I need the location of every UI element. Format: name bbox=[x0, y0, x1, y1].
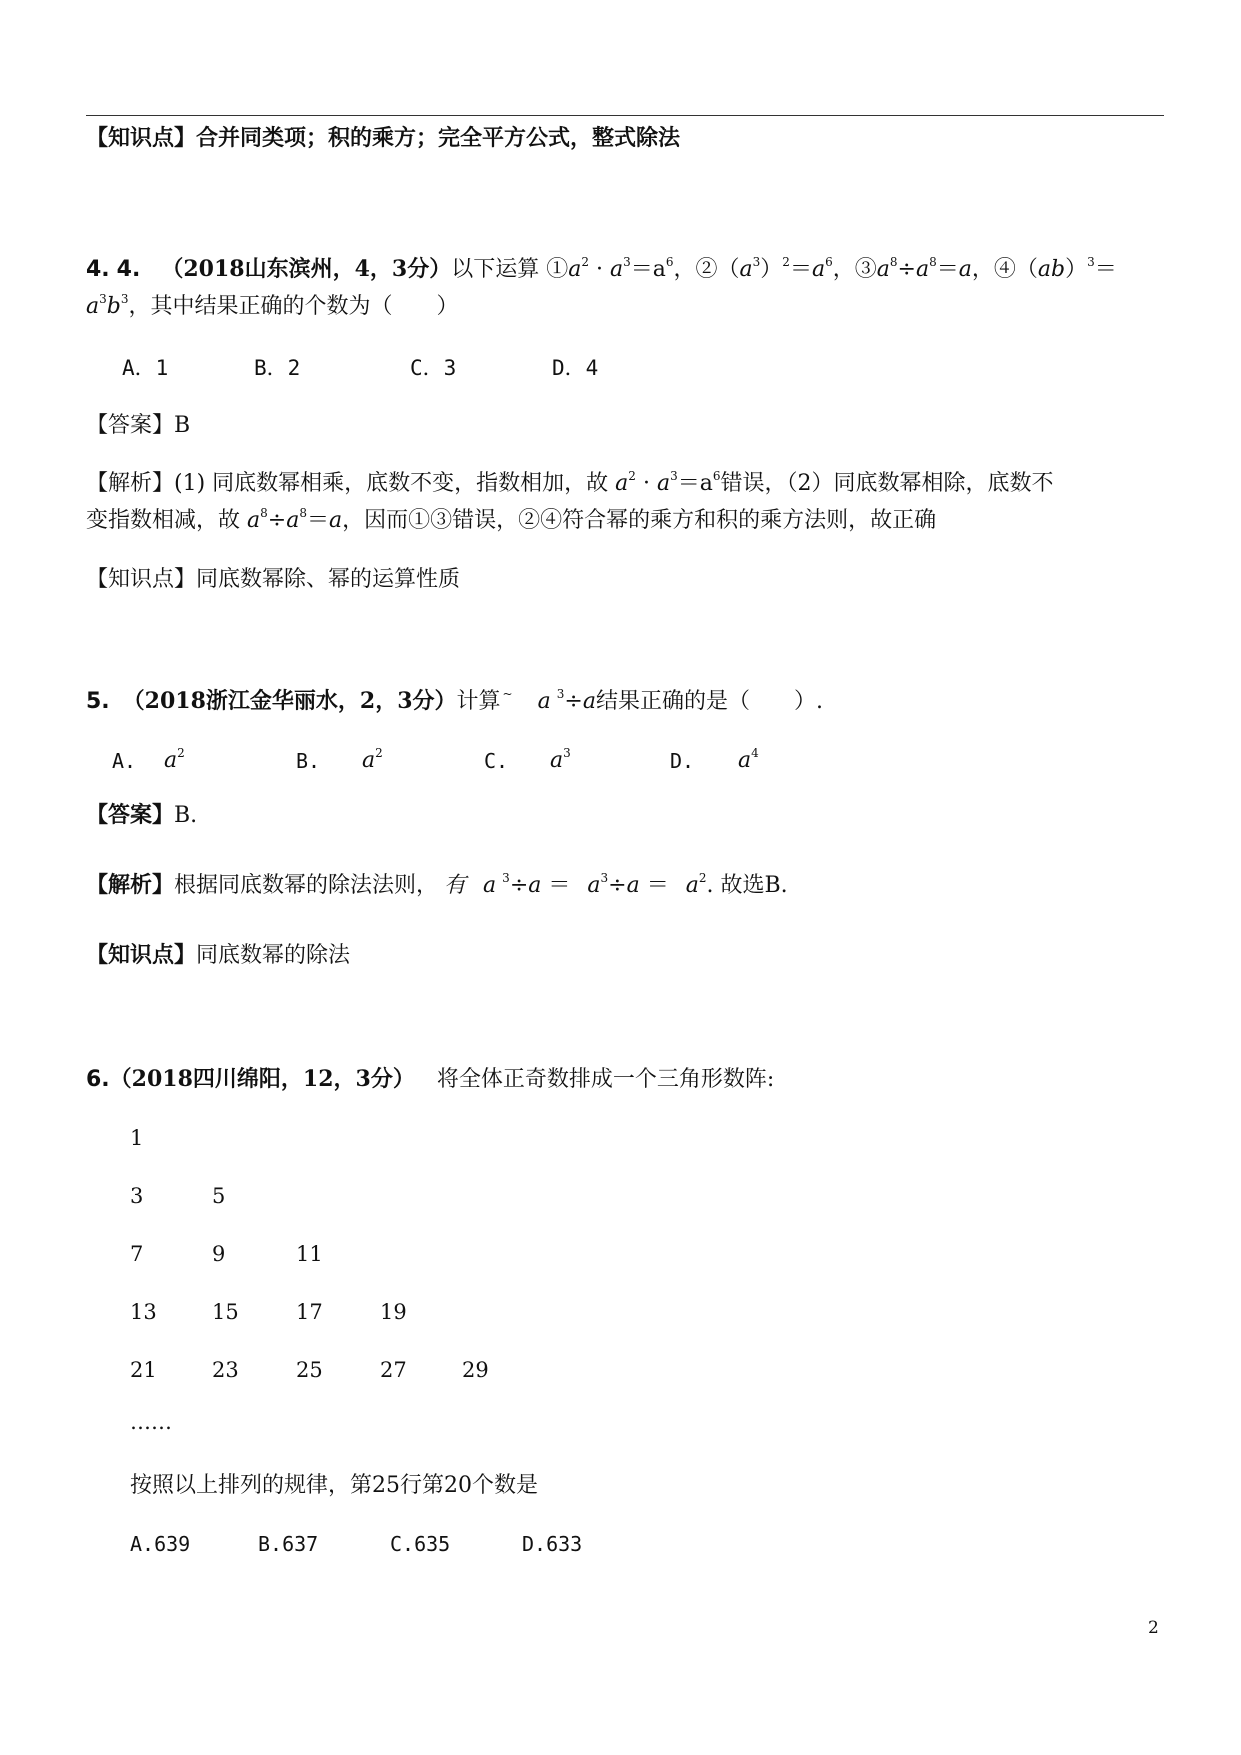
q5-number: 5. bbox=[86, 689, 110, 714]
kp-tag: 【知识点】 bbox=[86, 943, 197, 968]
q5-option-d-value: $a^4$ bbox=[738, 746, 759, 773]
page-number: 2 bbox=[1148, 1618, 1159, 1638]
q6-option-d: D.633 bbox=[522, 1532, 583, 1556]
q5-source: （2018浙江金华丽水，2，3分） bbox=[122, 688, 457, 714]
q5-option-a: A. bbox=[112, 749, 137, 773]
q6-option-b: B.637 bbox=[258, 1532, 319, 1556]
q4-option-c: C．3 bbox=[410, 356, 457, 380]
array-cell: 27 bbox=[380, 1358, 407, 1382]
q4-stem-line1: 4. 4. （2018山东滨州，4，3分）以下运算 $①a^2 \cdot a^3=a^6$，$②(a^3)^2=a^6$，$③a^8\div a^8=a$，④（ab）$^3$＝ bbox=[86, 255, 1117, 282]
analysis-tag: 【解析】 bbox=[86, 873, 175, 898]
q5-option-b-value: $a^2$ bbox=[362, 746, 383, 773]
q4-answer: B bbox=[174, 413, 191, 438]
q6-question: 按照以上排列的规律，第25行第20个数是 bbox=[130, 1473, 538, 1498]
q4-number: 4. bbox=[86, 257, 110, 282]
array-cell: 3 bbox=[130, 1184, 144, 1208]
q4-analysis-line2: 变指数相减，故 $a^8\div a^8=a$，因而①③错误，②④符合幂的乘方和积的乘方法则，故正确 bbox=[86, 506, 937, 533]
array-cell: 13 bbox=[130, 1300, 157, 1324]
kp-tag: 【知识点】 bbox=[86, 126, 197, 151]
q6-source: （2018四川绵阳，12，3分） bbox=[109, 1066, 415, 1092]
q6-option-c: C.635 bbox=[390, 1532, 451, 1556]
q4-stem-a: 以下运算 ① bbox=[451, 257, 569, 282]
q6-option-a: A.639 bbox=[130, 1532, 191, 1556]
array-cell: 17 bbox=[296, 1300, 323, 1324]
array-cell: 23 bbox=[212, 1358, 239, 1382]
q4-answer-line bbox=[86, 411, 190, 441]
knowledge-point-line bbox=[86, 124, 680, 154]
array-cell: 11 bbox=[296, 1242, 323, 1266]
kp-tag: 【知识点】 bbox=[86, 567, 197, 592]
q4-option-a: A．1 bbox=[122, 356, 169, 380]
array-cell: 5 bbox=[212, 1184, 226, 1208]
q5-stem: 5. （2018浙江金华丽水，2，3分）计算 ~ a $^3$÷a结果正确的是（ ）. bbox=[86, 687, 823, 714]
q4-number-2: 4. bbox=[116, 257, 141, 282]
q6-number: 6. bbox=[86, 1067, 110, 1092]
array-cell: 7 bbox=[130, 1242, 144, 1266]
q5-option-b: B. bbox=[296, 749, 321, 773]
q4-option-b: B．2 bbox=[254, 356, 301, 380]
q5-option-a-value: $a^2$ bbox=[164, 746, 185, 773]
array-cell: 15 bbox=[212, 1300, 239, 1324]
q5-option-c-value: $a^3$ bbox=[550, 746, 571, 773]
header-rule bbox=[86, 115, 1164, 116]
q5-answer-line bbox=[86, 801, 197, 831]
q5-analysis-line: 【解析】根据同底数幂的除法法则， 有 a $^3\div a = a^3\div a = a^2$. 故选B. bbox=[86, 871, 788, 898]
q5-knowledge-point: 【知识点】同底数幂的除法 bbox=[86, 943, 351, 968]
q5-option-d: D. bbox=[670, 749, 695, 773]
answer-tag: 【答案】 bbox=[86, 803, 175, 828]
q4-knowledge-point: 【知识点】同底数幂除、幂的运算性质 bbox=[86, 567, 461, 592]
q4-stem-line2: $a^3b^3$，其中结果正确的个数为（ ） bbox=[86, 292, 459, 319]
q5-option-c: C. bbox=[484, 749, 509, 773]
q4-source: （2018山东滨州，4，3分） bbox=[161, 256, 452, 282]
q5-answer: B. bbox=[174, 803, 198, 828]
q4-analysis-line1: 【解析】(1) 同底数幂相乘，底数不变，指数相加，故 $a^2 \cdot a^3=a^6$错误，（2）同底数幂相除，底数不 bbox=[86, 469, 1054, 496]
array-cell: 19 bbox=[380, 1300, 407, 1324]
array-ellipsis: …… bbox=[130, 1410, 172, 1434]
array-cell: 25 bbox=[296, 1358, 323, 1382]
array-cell: 29 bbox=[462, 1358, 489, 1382]
array-cell: 1 bbox=[130, 1126, 144, 1150]
kp-text: 合并同类项；积的乘方；完全平方公式，整式除法 bbox=[196, 126, 681, 151]
analysis-tag: 【解析】 bbox=[86, 471, 175, 496]
answer-tag: 【答案】 bbox=[86, 413, 175, 438]
q4-option-d: D．4 bbox=[552, 356, 599, 380]
q6-stem: 6.（2018四川绵阳，12，3分） 将全体正奇数排成一个三角形数阵: bbox=[86, 1066, 775, 1092]
array-cell: 21 bbox=[130, 1358, 157, 1382]
array-cell: 9 bbox=[212, 1242, 226, 1266]
